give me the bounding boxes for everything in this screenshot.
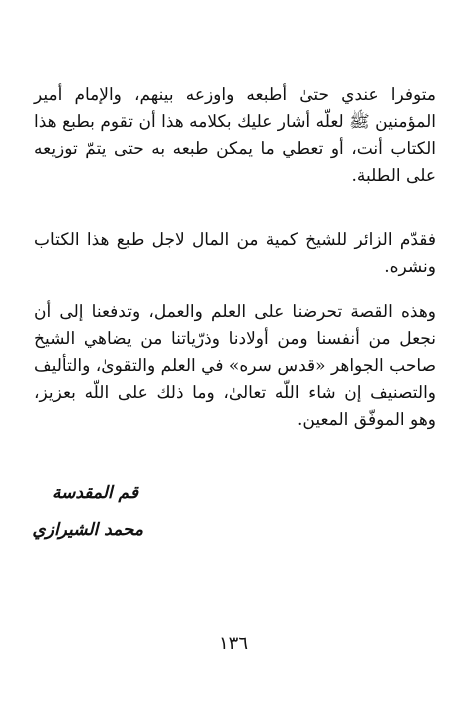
paragraph-1: متوفرا عندي حتىٰ أطبعه واوزعه بينهم، والإمام أمير المؤمنين ﷺ لعلّه أشار عليك بكلامه هذا أن تقوم بطبع هذا الكتاب أنت، أو تعطي ما يمكن طبعه به حتى يتمّ توزيعه على الطلبة. <box>34 85 436 186</box>
paragraph-3: وهذه القصة تحرضنا على العلم والعمل، وتدفعنا إلى أن نجعل من أنفسنا ومن أولادنا وذرّياتنا من يضاهي الشيخ صاحب الجواهر «قدس سره» في العلم والتقوىٰ، والتأليف والتصنيف إن شاء اللّه تعالىٰ، وما ذلك على اللّه بعزيز، وهو الموفّق المعين. <box>34 302 436 430</box>
signature-place: قم المقدسة <box>52 483 138 503</box>
signature-name: محمد الشيرازي <box>32 520 143 540</box>
page-number: ١٣٦ <box>218 633 248 654</box>
paragraph-2: فقدّم الزائر للشيخ كمية من المال لاجل طبع هذا الكتاب ونشره. <box>34 230 436 277</box>
